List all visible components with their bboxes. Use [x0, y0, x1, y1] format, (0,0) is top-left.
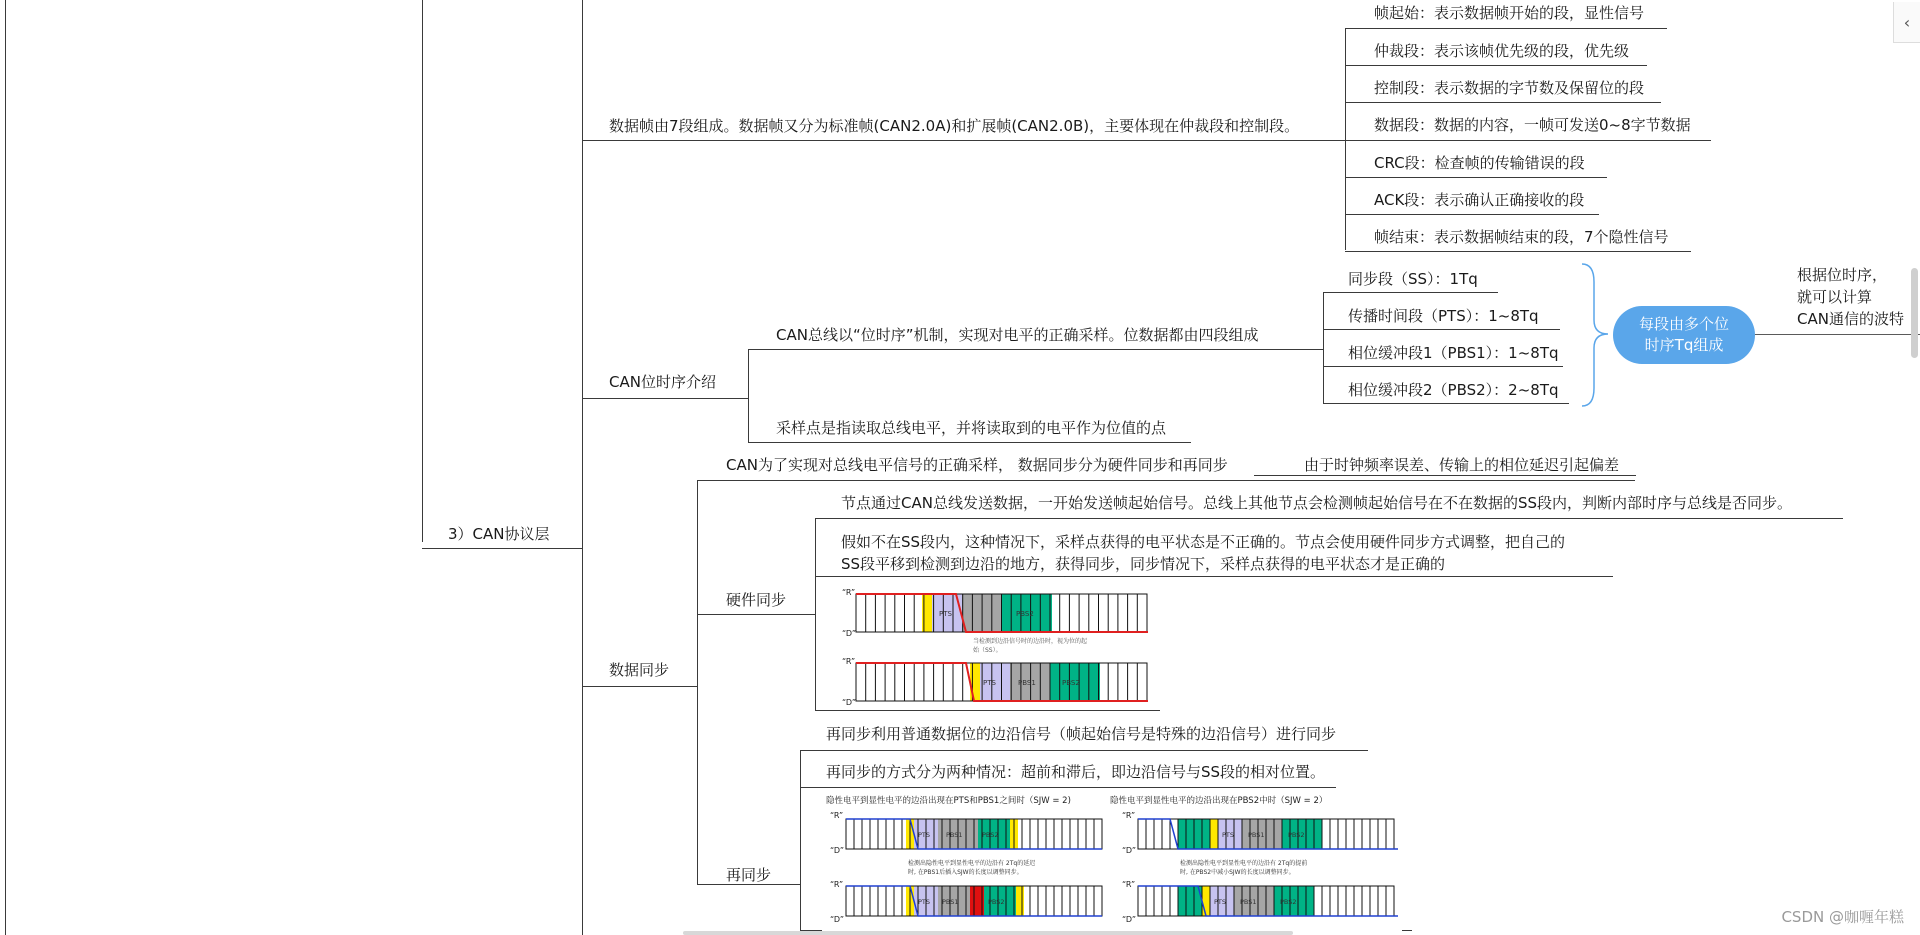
pbs1-label: PBS1: [1248, 831, 1265, 839]
r-label: “R”: [1122, 880, 1136, 889]
watermark: CSDN @咖喱年糕: [1781, 908, 1904, 926]
connector: [800, 787, 1336, 788]
r-label: “R”: [830, 811, 844, 820]
connector: [1323, 292, 1498, 293]
node-frame-field[interactable]: ACK段：表示确认正确接收的段: [1374, 191, 1585, 209]
connector: [1345, 102, 1661, 103]
node-baud-note[interactable]: [1797, 264, 1904, 330]
diagram-note: 检测出隐性电平到显性电平的边沿有 2Tq的延迟: [908, 860, 1036, 867]
connector: [1323, 329, 1560, 330]
connector: [1345, 28, 1346, 250]
pbs2-label: PBS2: [982, 831, 999, 839]
baud-note-line: CAN通信的波特: [1797, 310, 1904, 328]
vertical-scrollbar[interactable]: [1911, 268, 1918, 358]
pbs2-label: PBS2: [1288, 831, 1305, 839]
ss-cell: [1202, 886, 1210, 916]
ss-cell: [1210, 819, 1218, 849]
node-segment[interactable]: 相位缓冲段1（PBS1）：1~8Tq: [1348, 344, 1559, 362]
connector: [1345, 214, 1599, 215]
connector: [422, 548, 582, 549]
collapse-panel-button[interactable]: [1893, 2, 1920, 43]
node-sync-reason[interactable]: 由于时钟频率误差、传输上的相位延迟引起偏差: [1304, 456, 1620, 474]
pbs2-label: PBS2: [1280, 898, 1297, 906]
pts-label: PTS: [918, 831, 931, 839]
connector: [800, 750, 801, 935]
connector: [697, 884, 800, 885]
connector: [1755, 334, 1920, 335]
connector: [815, 710, 1160, 711]
node-frame-field[interactable]: 仲裁段：表示该帧优先级的段，优先级: [1374, 42, 1630, 60]
pts-label: PTS: [1222, 831, 1235, 839]
baud-note-line: 根据位时序，: [1797, 266, 1888, 284]
d-label: “D”: [842, 629, 856, 638]
node-hard-sync-desc[interactable]: [841, 531, 1565, 575]
connector: [800, 750, 1368, 751]
d-label: “D”: [830, 846, 844, 855]
baud-note-line: 就可以计算: [1797, 288, 1873, 306]
diagram-note: 时, 在PBS2中减小SJW的长度以调整同步。: [1180, 869, 1295, 876]
diagram-note: 始（SS）。: [973, 647, 1002, 654]
node-sample-point-desc[interactable]: 采样点是指读取总线电平，并将读取到的电平作为位值的点: [776, 419, 1167, 437]
d-label: “D”: [842, 698, 856, 707]
node-frame-field[interactable]: 帧结束：表示数据帧结束的段，7个隐性信号: [1374, 228, 1669, 246]
connector: [815, 518, 1843, 519]
node-resync-desc[interactable]: 再同步利用普通数据位的边沿信号（帧起始信号是特殊的边沿信号）进行同步: [826, 725, 1337, 743]
connector: [697, 480, 1635, 481]
pbs1-label: PBS1: [1240, 898, 1257, 906]
r-label: “R”: [1122, 811, 1136, 820]
node-hard-sync-desc[interactable]: 节点通过CAN总线发送数据，一开始发送帧起始信号。总线上其他节点会检测帧起始信号在不在数据的SS段内，判断内部时序与总线是否同步。: [841, 494, 1793, 512]
diagram-note: 当检测到边沿信号时的边沿时，视为位的起: [973, 638, 1088, 645]
ss-cell: [970, 663, 980, 701]
connector: [1317, 140, 1345, 141]
connector: [748, 442, 1191, 443]
connector: [1254, 475, 1636, 476]
connector: [422, 0, 423, 542]
pts-label: PTS: [983, 679, 996, 687]
node-can-protocol-layer[interactable]: 3）CAN协议层: [448, 525, 550, 543]
connector: [1345, 140, 1711, 141]
connector: [1345, 251, 1691, 252]
node-resync-desc[interactable]: 再同步的方式分为两种情况：超前和滞后，即边沿信号与SS段的相对位置。: [826, 763, 1326, 781]
node-bit-timing-desc[interactable]: CAN总线以“位时序”机制，实现对电平的正确采样。位数据都由四段组成: [776, 326, 1259, 344]
segment-summary-line: 时序Tq组成: [1644, 336, 1724, 354]
node-hard-sync[interactable]: 硬件同步: [726, 591, 787, 609]
connector: [1323, 366, 1563, 367]
pbs2-label: PBS2: [1016, 610, 1034, 618]
connector: [748, 349, 1323, 350]
pbs2-label: PBS2: [1062, 679, 1080, 687]
connector: [1345, 28, 1667, 29]
node-frame-field[interactable]: 帧起始：表示数据帧开始的段，显性信号: [1374, 4, 1645, 22]
d-label: “D”: [1122, 915, 1136, 924]
connector: [582, 140, 1317, 141]
connector: [1345, 177, 1607, 178]
connector: [1323, 292, 1324, 403]
segment-summary-line: 每段由多个位: [1638, 315, 1729, 333]
pbs1-label: PBS1: [946, 831, 963, 839]
ss-cell: [1016, 886, 1024, 916]
connector: [1323, 403, 1569, 404]
chevron-left-icon: ‹: [1903, 12, 1911, 32]
diagram-note: 检测出隐性电平到显性电平的边沿有 2Tq的提前: [1180, 860, 1308, 867]
node-frame-field[interactable]: CRC段：检查帧的传输错误的段: [1374, 154, 1585, 172]
node-segment[interactable]: 同步段（SS）：1Tq: [1348, 270, 1478, 288]
r-label: “R”: [842, 657, 856, 666]
pbs1-label: PBS1: [942, 898, 959, 906]
pbs1-label: PBS1: [1018, 679, 1036, 687]
pbs2-cell: [1178, 886, 1202, 916]
node-segment[interactable]: 相位缓冲段2（PBS2）：2~8Tq: [1348, 381, 1559, 399]
resync-caption: 隐性电平到显性电平的边沿出现在PTS和PBS1之间时（SJW = 2): [826, 796, 1071, 806]
pts-label: PTS: [918, 898, 931, 906]
connector: [697, 480, 698, 885]
hard-sync-desc-line: 假如不在SS段内，这种情况下，采样点获得的电平状态是不正确的。节点会使用硬件同步方式调整，把自己的: [841, 533, 1566, 551]
connector: [815, 518, 816, 710]
hard-sync-desc-line: SS段平移到检测到边沿的地方，获得同步，同步情况下，采样点获得的电平状态才是正确的: [841, 555, 1446, 573]
node-segment[interactable]: 传播时间段（PTS）：1~8Tq: [1348, 307, 1539, 325]
node-frame-field[interactable]: 数据段：数据的内容，一帧可发送0~8字节数据: [1374, 116, 1691, 134]
node-bit-timing-intro[interactable]: CAN位时序介绍: [609, 373, 716, 391]
connector: [582, 398, 725, 399]
connector: [697, 614, 815, 615]
connector: [815, 576, 1613, 577]
connector: [582, 686, 697, 687]
horizontal-scrollbar[interactable]: [683, 931, 1293, 935]
diagram-note: 时, 在PBS1后插入SJW的长度以调整同步。: [908, 869, 1023, 876]
node-resync[interactable]: 再同步: [726, 866, 772, 884]
connector: [748, 349, 749, 443]
connector: [1345, 65, 1647, 66]
node-sync-intro[interactable]: CAN为了实现对总线电平信号的正确采样， 数据同步分为硬件同步和再同步: [726, 456, 1228, 474]
resync-diagram: [822, 794, 1402, 934]
pbs2-label: PBS2: [988, 898, 1005, 906]
connector: [725, 398, 748, 399]
node-frame-field[interactable]: 控制段：表示数据的字节数及保留位的段: [1374, 79, 1645, 97]
r-label: “R”: [830, 880, 844, 889]
canvas-left-border: [5, 0, 6, 935]
resync-caption: 隐性电平到显性电平的边沿出现在PBS2中时（SJW = 2）: [1110, 796, 1328, 806]
node-segment-summary[interactable]: [1613, 306, 1755, 364]
hard-sync-diagram: [838, 586, 1158, 710]
pts-label: PTS: [939, 610, 952, 618]
node-data-frame-summary[interactable]: 数据帧由7段组成。数据帧又分为标准帧(CAN2.0A)和扩展帧(CAN2.0B)，主要体现在仲裁段和控制段。: [609, 117, 1300, 135]
d-label: “D”: [1122, 846, 1136, 855]
d-label: “D”: [830, 915, 844, 924]
r-label: “R”: [842, 588, 856, 597]
node-data-sync[interactable]: 数据同步: [609, 661, 670, 679]
pts-label: PTS: [1214, 898, 1227, 906]
